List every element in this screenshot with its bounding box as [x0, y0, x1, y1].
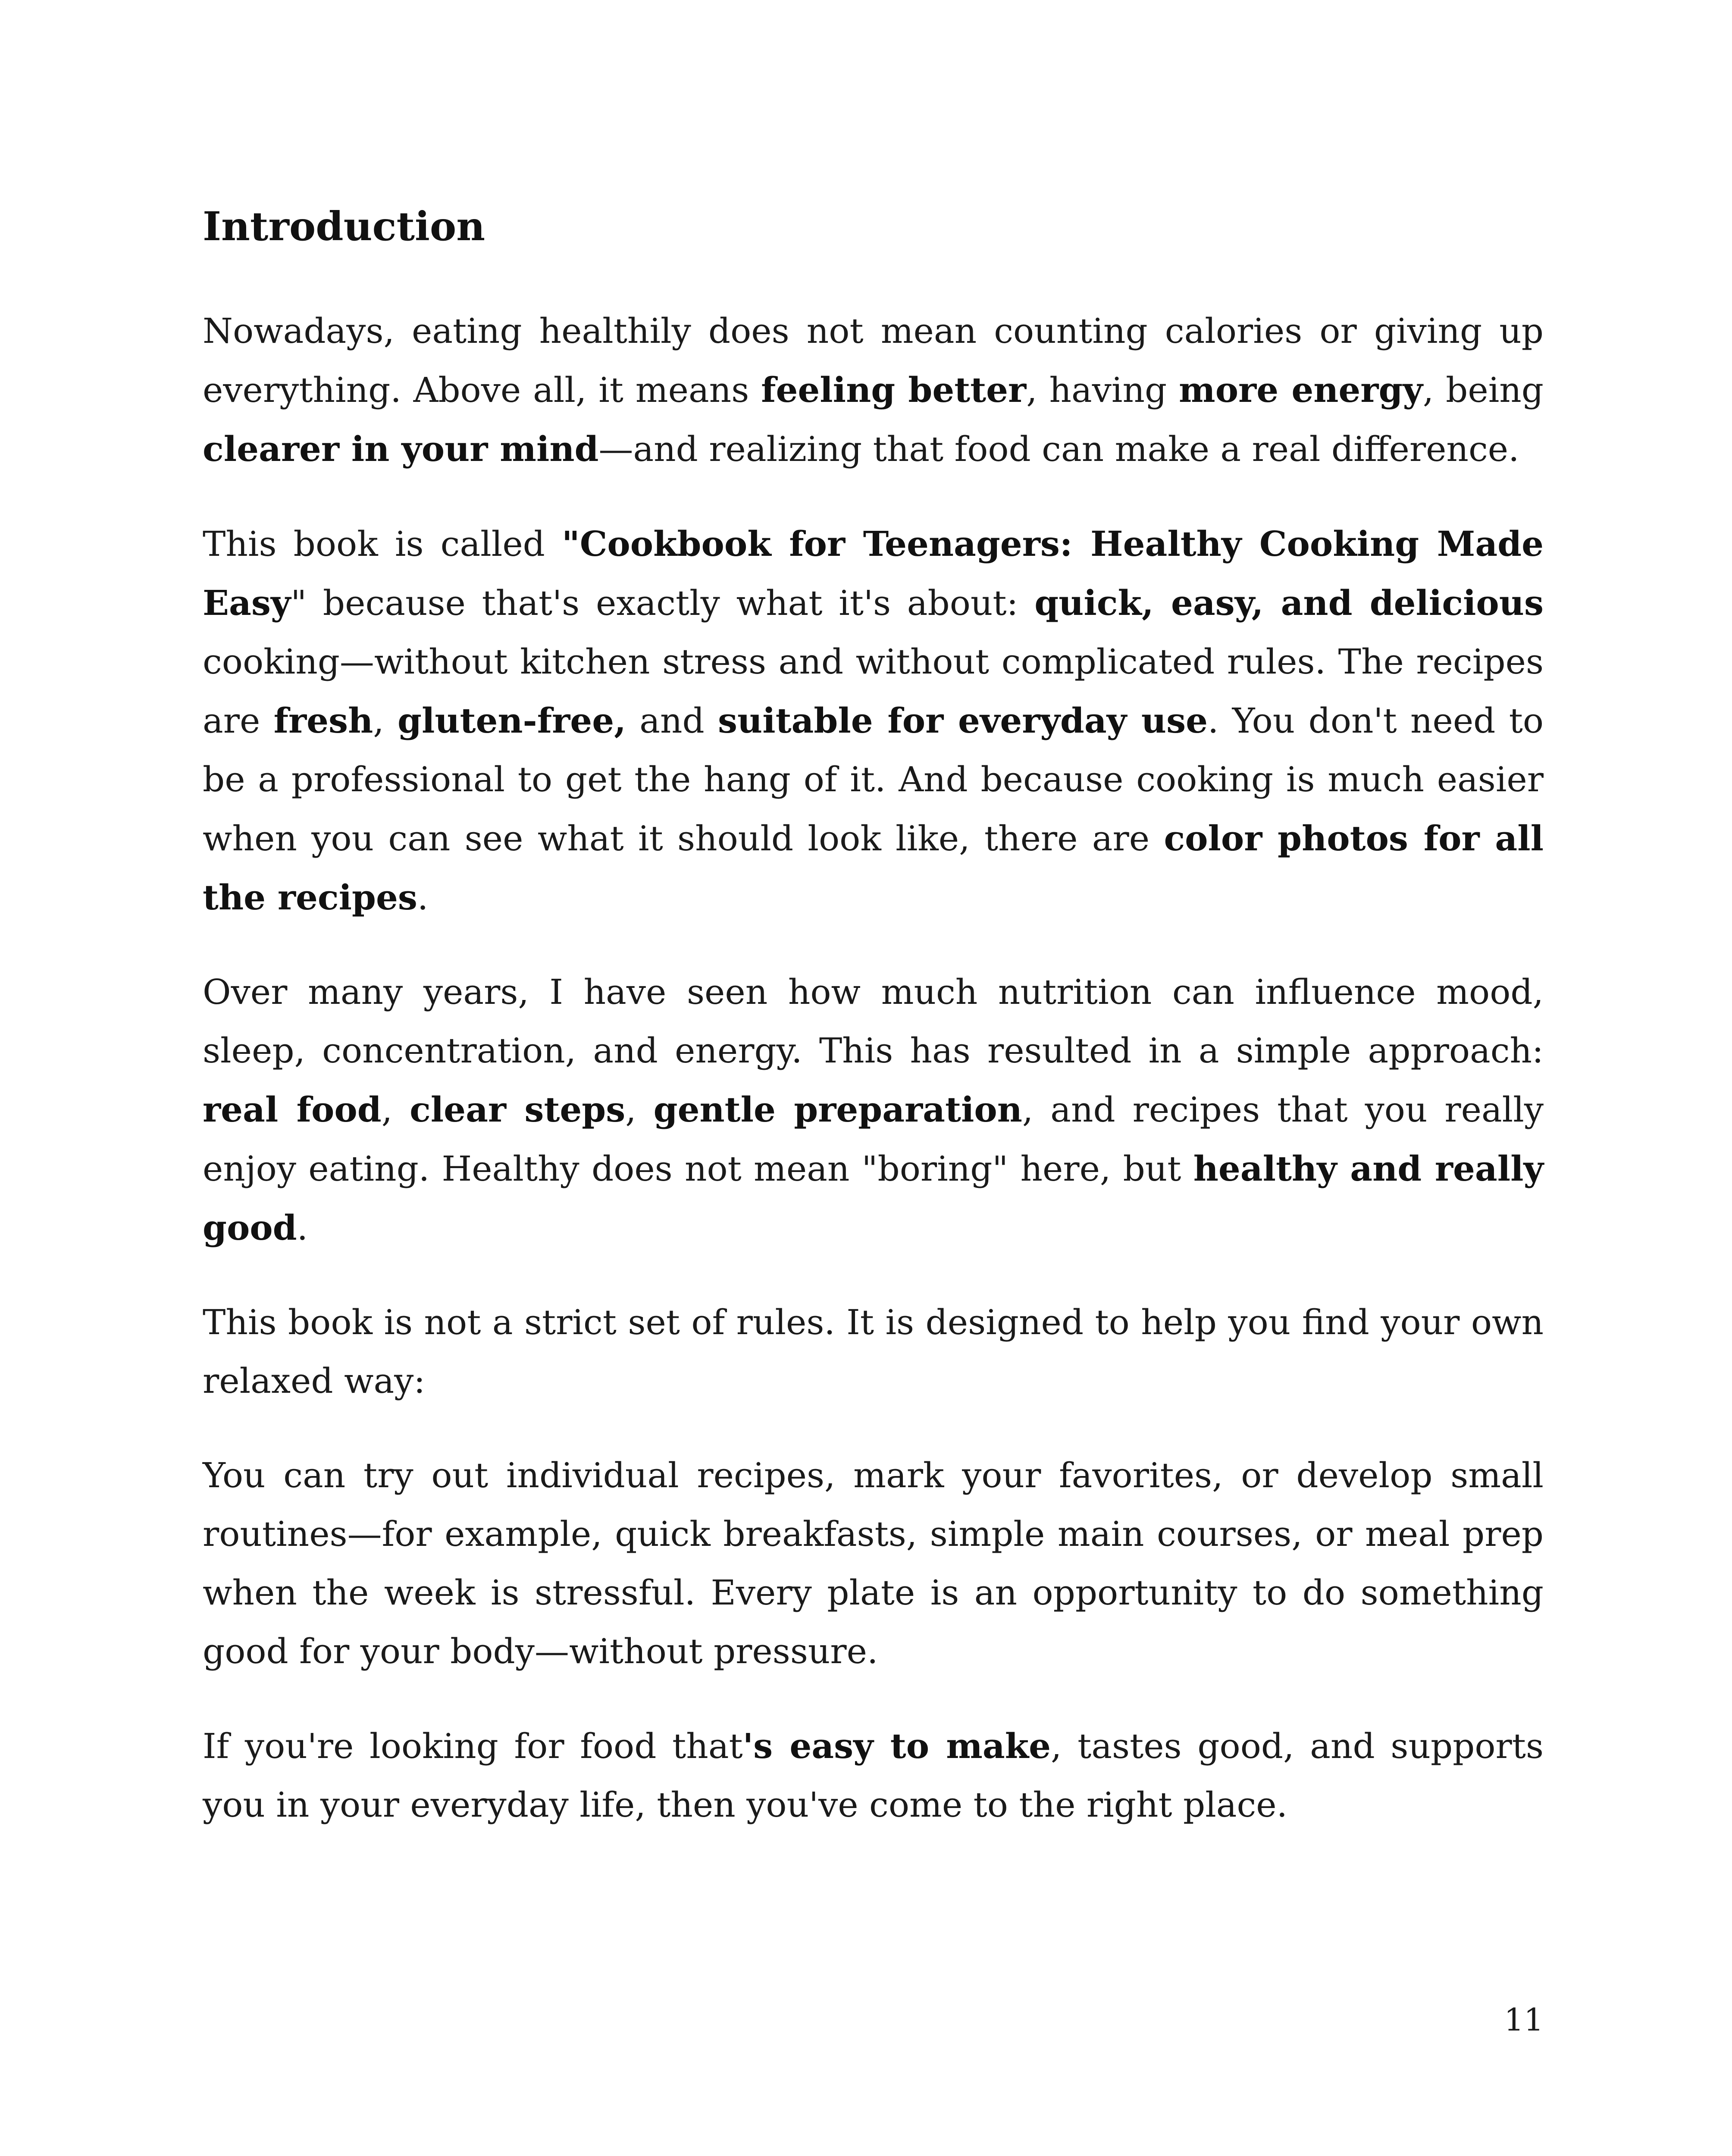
text-run: . [297, 1208, 308, 1248]
text-run: Nowadays, eating healthily does not mean counting calories or giving up everything. Above all, it means [203, 311, 1544, 411]
text-run: Over many years, I have seen how much nutrition can influence mood, sleep, concentration, and energy. This has resulted in a simple approach: [203, 972, 1544, 1071]
bold-text: clear steps [410, 1089, 626, 1130]
text-run: and [626, 701, 718, 741]
bold-text: color photos for all the recipes [203, 818, 1544, 918]
page-number: 11 [1504, 2002, 1544, 2038]
text-run: , being [1422, 370, 1544, 411]
page-content [203, 203, 1544, 1870]
bold-text: gluten-free, [398, 700, 626, 741]
text-run: , [373, 701, 398, 741]
text-run: , [625, 1090, 654, 1130]
paragraph-routines [203, 1446, 1544, 1681]
text-run: —and realizing that food can make a real difference. [598, 429, 1519, 470]
text-run: . You don't need to be a professional to get the hang of it. And because cooking is much easier when you can see what it should look like, there are [203, 701, 1544, 859]
bold-text: suitable for everyday use [718, 700, 1208, 741]
bold-text: clearer in your mind [203, 429, 599, 470]
bold-text: more energy [1179, 370, 1423, 411]
paragraph-book-title [203, 514, 1544, 927]
text-run: , having [1026, 370, 1179, 411]
paragraph-approach [203, 963, 1544, 1257]
text-run: This book is called [203, 524, 562, 564]
text-run: cooking—without kitchen stress and without complicated rules. The recipes are [203, 642, 1544, 741]
bold-text: 's easy to make [742, 1726, 1051, 1767]
bold-text: "Cookbook for Teenagers: Healthy Cooking Made Easy [203, 523, 1544, 624]
text-run: . [417, 877, 429, 918]
paragraph-closing [203, 1717, 1544, 1834]
paragraph-intro [203, 302, 1544, 479]
text-run: , tastes good, and supports you in your everyday life, then you've come to the right place. [203, 1726, 1544, 1825]
text-run: If you're looking for food that [203, 1726, 743, 1767]
bold-text: gentle preparation [653, 1089, 1022, 1130]
bold-text: fresh [273, 700, 373, 741]
section-heading: Introduction [203, 203, 485, 250]
bold-text: feeling better [761, 370, 1027, 411]
text-run: You can try out individual recipes, mark your favorites, or develop small routines—for example, quick breakfasts, simple main courses, or meal prep when the week is stressful. Every plate is an opportunity to do something good for your body—without pressure. [203, 1455, 1544, 1672]
text-run: " because that's exactly what it's about: [291, 583, 1035, 624]
bold-text: healthy and really good [203, 1148, 1544, 1248]
text-run: , [381, 1090, 410, 1130]
text-run: This book is not a strict set of rules. It is designed to help you find your own relaxed way: [203, 1302, 1544, 1401]
text-run: , and recipes that you really enjoy eating. Healthy does not mean "boring" here, but [203, 1090, 1544, 1189]
bold-text: real food [203, 1089, 382, 1130]
paragraph-not-rules [203, 1293, 1544, 1410]
bold-text: quick, easy, and delicious [1034, 583, 1544, 624]
